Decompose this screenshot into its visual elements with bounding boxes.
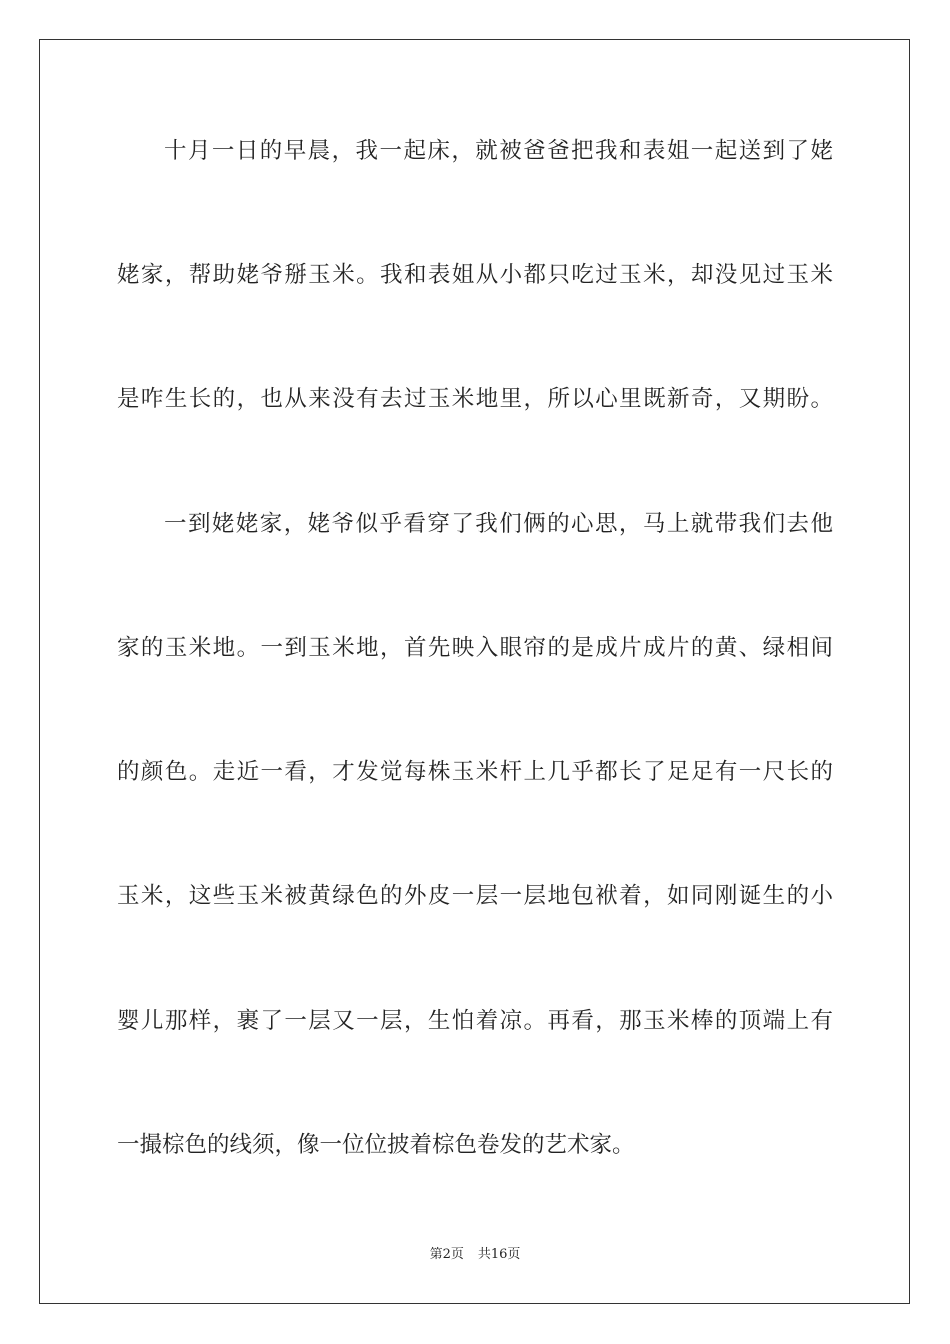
paragraph-line: 一到姥姥家，姥爷似乎看穿了我们俩的心思，马上就带我们去他 bbox=[164, 511, 833, 537]
paragraph-line: 的颜色。走近一看，才发觉每株玉米杆上几乎都长了足足有一尺长的 bbox=[117, 759, 833, 785]
page-number: 第2页 bbox=[429, 1247, 464, 1262]
page-footer bbox=[0, 1246, 950, 1264]
paragraph-line: 婴儿那样，裹了一层又一层，生怕着凉。再看，那玉米棒的顶端上有 bbox=[117, 1008, 833, 1034]
paragraph-line: 一撮棕色的线须，像一位位披着棕色卷发的艺术家。 bbox=[117, 1132, 635, 1158]
paragraph-line: 玉米，这些玉米被黄绿色的外皮一层一层地包袱着，如同刚诞生的小 bbox=[117, 883, 833, 909]
total-pages: 共16页 bbox=[477, 1247, 521, 1262]
paragraph-line: 家的玉米地。一到玉米地，首先映入眼帘的是成片成片的黄、绿相间 bbox=[117, 635, 833, 661]
page-border bbox=[39, 39, 910, 1304]
paragraph-line: 姥家，帮助姥爷掰玉米。我和表姐从小都只吃过玉米，却没见过玉米 bbox=[117, 262, 833, 288]
paragraph-line: 十月一日的早晨，我一起床，就被爸爸把我和表姐一起送到了姥 bbox=[164, 138, 833, 164]
paragraph-line: 是咋生长的，也从来没有去过玉米地里，所以心里既新奇，又期盼。 bbox=[117, 386, 833, 412]
